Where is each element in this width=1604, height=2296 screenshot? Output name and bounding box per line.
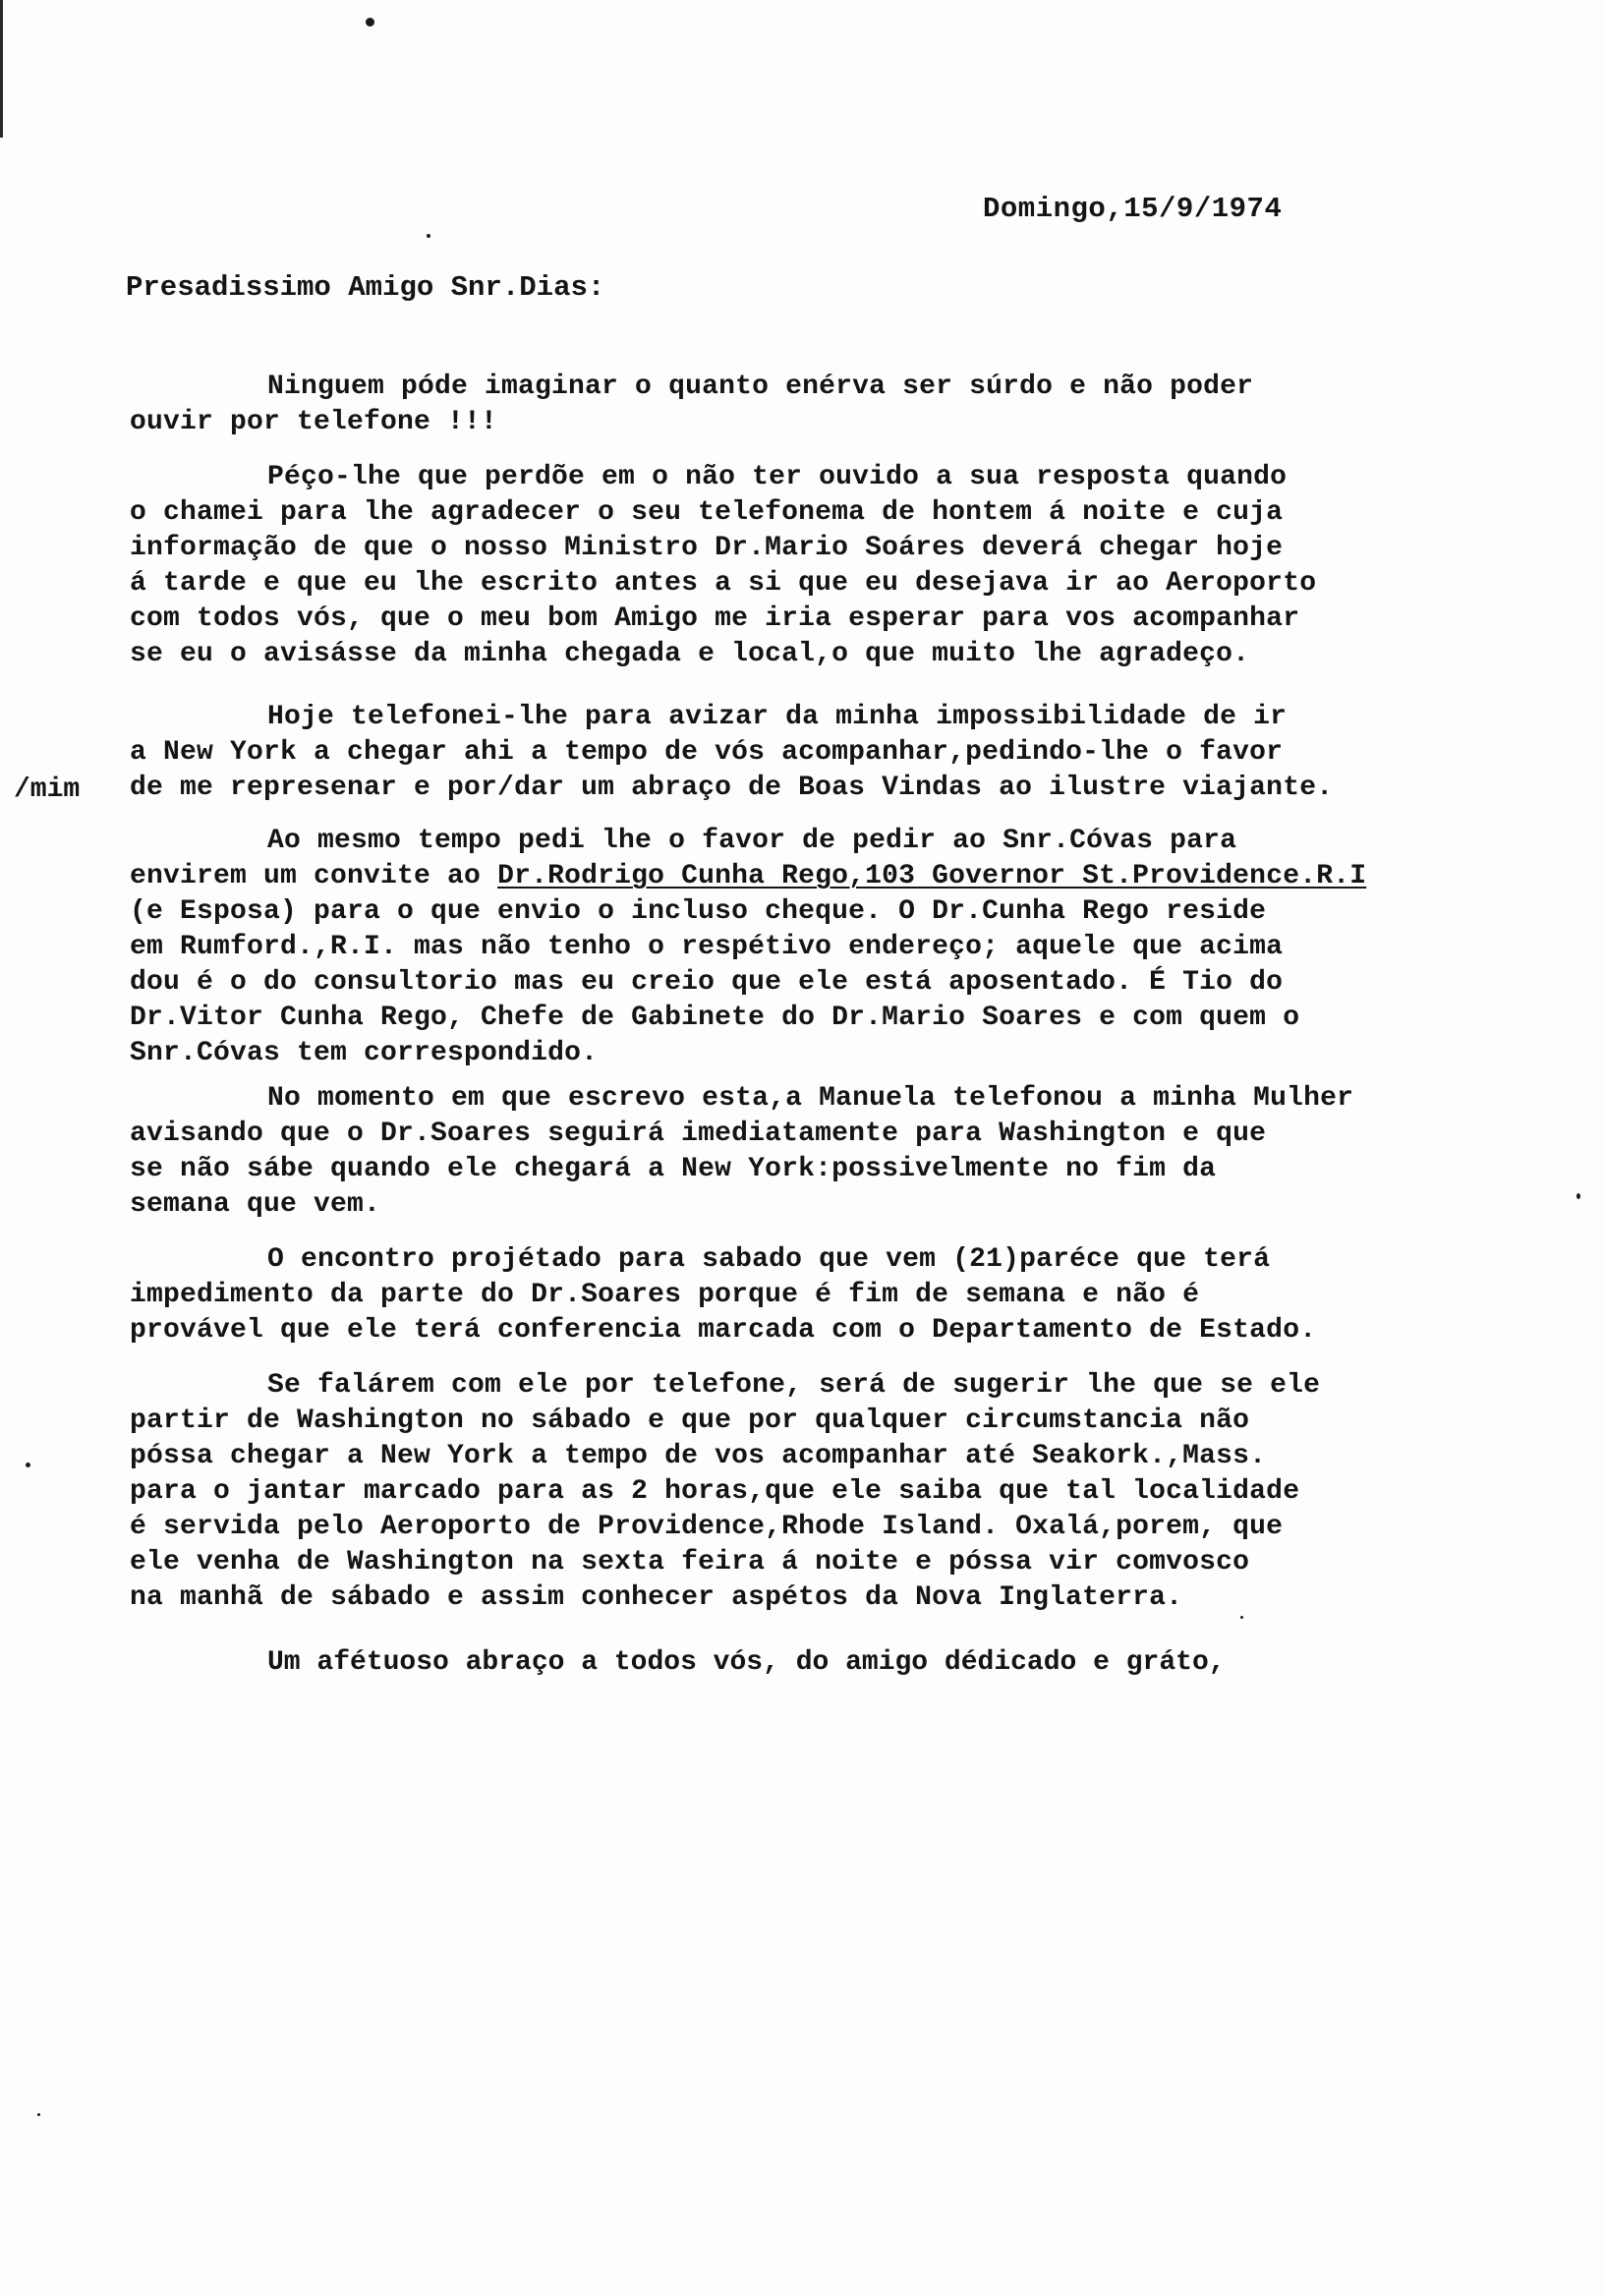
letter-paragraph-7 bbox=[130, 1368, 1545, 1616]
text-line: com todos vós, que o meu bom Amigo me iria esperar para vos acompanhar bbox=[130, 603, 1300, 634]
text-line bbox=[130, 859, 1545, 894]
text-line: impedimento da parte do Dr.Soares porque é fim de semana e não é bbox=[130, 1280, 1200, 1310]
text-line: Ao mesmo tempo pedi lhe o favor de pedir ao Snr.Cóvas para bbox=[267, 826, 1237, 856]
text-line: avisando que o Dr.Soares seguirá imediatamente para Washington e que bbox=[130, 1119, 1267, 1149]
ink-speck bbox=[37, 2113, 40, 2116]
text-line: Péço-lhe que perdõe em o não ter ouvido a sua resposta quando bbox=[267, 462, 1288, 492]
text-line: o chamei para lhe agradecer o seu telefonema de hontem á noite e cuja bbox=[130, 497, 1284, 528]
text-line: partir de Washington no sábado e que por qualquer circumstancia não bbox=[130, 1406, 1250, 1436]
ink-speck bbox=[427, 234, 430, 238]
underlined-address: Dr.Rodrigo Cunha Rego,103 Governor St.Providence.R.I bbox=[497, 861, 1367, 891]
text-line: Dr.Vitor Cunha Rego, Chefe de Gabinete do Dr.Mario Soares e com quem o bbox=[130, 1003, 1300, 1033]
text-line: Snr.Cóvas tem correspondido. bbox=[130, 1038, 599, 1068]
text-line: para o jantar marcado para as 2 horas,que ele saiba que tal localidade bbox=[130, 1476, 1300, 1507]
text-line: Hoje telefonei-lhe para avizar da minha impossibilidade de ir bbox=[267, 702, 1288, 732]
text-line: a New York a chegar ahi a tempo de vós acompanhar,pedindo-lhe o favor bbox=[130, 737, 1284, 768]
text-line: No momento em que escrevo esta,a Manuela telefonou a minha Mulher bbox=[267, 1083, 1354, 1114]
text-line: O encontro projétado para sabado que vem (21)paréce que terá bbox=[267, 1244, 1271, 1275]
text-line: póssa chegar a New York a tempo de vos acompanhar até Seakork.,Mass. bbox=[130, 1441, 1267, 1471]
letter-paragraph-1 bbox=[130, 370, 1545, 440]
letter-paragraph-3 bbox=[130, 700, 1545, 806]
text-line: é servida pelo Aeroporto de Providence,Rhode Island. Oxalá,porem, que bbox=[130, 1512, 1284, 1542]
letter-salutation: Presadissimo Amigo Snr.Dias: bbox=[126, 271, 605, 304]
text-line: (e Esposa) para o que envio o incluso cheque. O Dr.Cunha Rego reside bbox=[130, 896, 1267, 927]
letter-paragraph-2 bbox=[130, 460, 1545, 672]
text-line: provável que ele terá conferencia marcada com o Departamento de Estado. bbox=[130, 1315, 1317, 1346]
ink-speck bbox=[26, 1463, 30, 1467]
text-line: semana que vem. bbox=[130, 1189, 381, 1220]
text-line: ouvir por telefone !!! bbox=[130, 407, 498, 437]
text-line: em Rumford.,R.I. mas não tenho o respétivo endereço; aquele que acima bbox=[130, 932, 1284, 962]
text-segment: envirem um convite ao bbox=[130, 861, 498, 891]
text-line: na manhã de sábado e assim conhecer aspétos da Nova Inglaterra. bbox=[130, 1582, 1183, 1613]
text-line: á tarde e que eu lhe escrito antes a si que eu desejava ir ao Aeroporto bbox=[130, 568, 1317, 599]
text-line: dou é o do consultorio mas eu creio que ele está aposentado. É Tio do bbox=[130, 967, 1284, 998]
letter-date: Domingo,15/9/1974 bbox=[983, 193, 1283, 225]
text-line: se eu o avisásse da minha chegada e local,o que muito lhe agradeço. bbox=[130, 639, 1250, 669]
text-line: ele venha de Washington na sexta feira á noite e póssa vir comvosco bbox=[130, 1547, 1250, 1578]
ink-speck bbox=[1240, 1616, 1243, 1619]
letter-closing: Um afétuoso abraço a todos vós, do amigo dédicado e gráto, bbox=[267, 1647, 1226, 1678]
text-line: se não sábe quando ele chegará a New York:possivelmente no fim da bbox=[130, 1154, 1217, 1184]
letter-paragraph-5 bbox=[130, 1081, 1545, 1223]
letter-paragraph-4 bbox=[130, 824, 1545, 1071]
text-line: informação de que o nosso Ministro Dr.Mario Soáres deverá chegar hoje bbox=[130, 533, 1284, 563]
ink-speck bbox=[1576, 1193, 1580, 1199]
margin-note: /mim bbox=[14, 775, 81, 805]
text-line: de me represenar e por/dar um abraço de Boas Vindas ao ilustre viajante. bbox=[130, 773, 1334, 803]
text-line: Se falárem com ele por telefone, será de sugerir lhe que se ele bbox=[267, 1370, 1321, 1401]
text-line: Ninguem póde imaginar o quanto enérva ser súrdo e não poder bbox=[267, 372, 1254, 402]
ink-speck bbox=[366, 18, 374, 27]
letter-paragraph-6 bbox=[130, 1242, 1545, 1349]
scan-edge-line bbox=[0, 0, 3, 138]
